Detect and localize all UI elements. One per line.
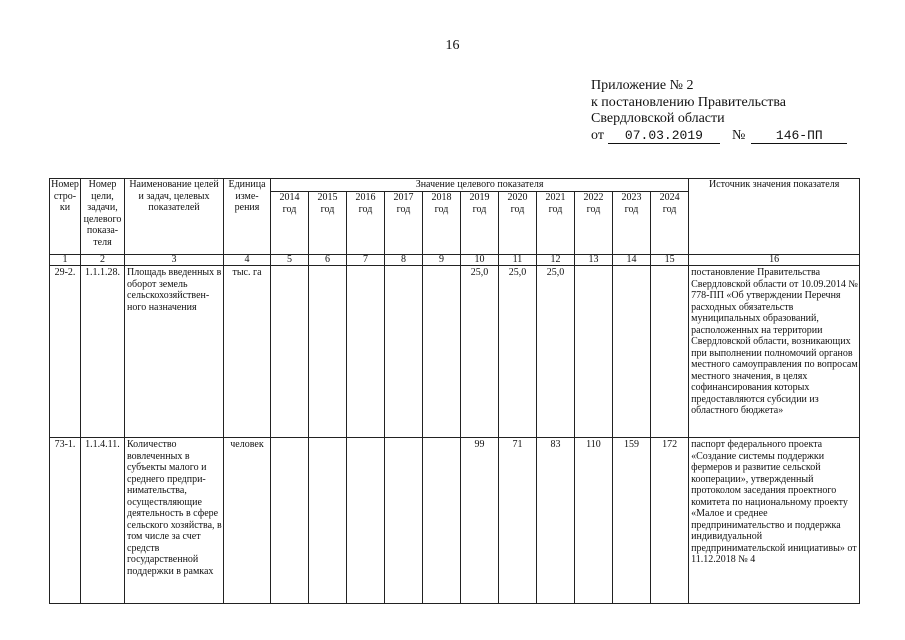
appendix-title: Приложение № 2 [591, 78, 694, 93]
header-row-no: Номер стро-ки [50, 179, 81, 255]
header-year: 2023 год [613, 192, 651, 255]
header-year: 2015 год [309, 192, 347, 255]
table-row [50, 266, 860, 438]
value-cell [271, 438, 309, 604]
value-cell: 25,0 [537, 266, 575, 438]
value-cell [651, 266, 689, 438]
value-cell: 25,0 [461, 266, 499, 438]
header-year: 2024 год [651, 192, 689, 255]
value-cell [575, 266, 613, 438]
value-cell: 25,0 [499, 266, 537, 438]
appendix-date-line [591, 128, 847, 145]
goal-number: 1.1.4.11. [81, 438, 125, 604]
column-number: 15 [651, 255, 689, 266]
column-number: 8 [385, 255, 423, 266]
number-prefix: № [731, 127, 746, 143]
header-year: 2016 год [347, 192, 385, 255]
source-cell: паспорт федерального проекта «Создание системы поддержки фермеров и развитие сельской кооперации», утвержденный протоколом заседания проектного комитета по национальному проекту «Малое и среднее предпринимательство и поддержка индивидуальной предпринимательской инициативы» от 11.12.2018 № 4 [689, 438, 860, 604]
column-number: 9 [423, 255, 461, 266]
table-row [50, 438, 860, 604]
value-cell: 159 [613, 438, 651, 604]
source-cell: постановление Правительства Свердловской области от 10.09.2014 № 778-ПП «Об утверждении Перечня расходных обязательств муниципальных образований, расположенных на территории Свердловской области, возникающих при выполнении полномочий органов местного самоуправления по вопросам местного значения, в целях софинансирования которых предоставляются субсидии из областного бюджета» [689, 266, 860, 438]
column-number: 14 [613, 255, 651, 266]
column-number: 13 [575, 255, 613, 266]
indicator-name: Площадь введенных в оборот земель сельскохозяйствен-ного назначения [125, 266, 224, 438]
column-number: 6 [309, 255, 347, 266]
unit-cell: человек [224, 438, 271, 604]
value-cell: 172 [651, 438, 689, 604]
value-cell: 110 [575, 438, 613, 604]
indicator-name: Количество вовлеченных в субъекты малого и среднего предпри-нимательства, осуществляющие деятельность в сфере сельского хозяйства, в том числе за счет средств государственной поддержки в рамках [125, 438, 224, 604]
value-cell [385, 438, 423, 604]
column-number: 16 [689, 255, 860, 266]
column-number: 4 [224, 255, 271, 266]
column-number: 10 [461, 255, 499, 266]
value-cell [613, 266, 651, 438]
appendix-resolution-line: к постановлению Правительства [591, 94, 787, 110]
column-number-row [50, 255, 860, 266]
value-cell: 99 [461, 438, 499, 604]
header-name: Наименование целей и задач, целевых показателей [125, 179, 224, 255]
header-unit: Единица изме-рения [224, 179, 271, 255]
value-cell: 83 [537, 438, 575, 604]
value-cell [385, 266, 423, 438]
unit-cell: тыс. га [224, 266, 271, 438]
header-year: 2022 год [575, 192, 613, 255]
value-cell [423, 266, 461, 438]
resolution-number: 146-ПП [751, 128, 847, 144]
header-year: 2020 год [499, 192, 537, 255]
appendix-region-line: Свердловской области [591, 111, 725, 126]
goal-number: 1.1.1.28. [81, 266, 125, 438]
header-year: 2017 год [385, 192, 423, 255]
header-year: 2021 год [537, 192, 575, 255]
page-number: 16 [445, 38, 460, 53]
header-year: 2014 год [271, 192, 309, 255]
column-number: 12 [537, 255, 575, 266]
header-goal-no: Номер цели, задачи, целевого показа-теля [81, 179, 125, 255]
value-cell: 71 [499, 438, 537, 604]
header-row-top [50, 179, 860, 192]
date-prefix: от [591, 127, 604, 143]
appendix-header [591, 78, 847, 144]
value-cell [271, 266, 309, 438]
header-year: 2018 год [423, 192, 461, 255]
header-source: Источник значения показателя [689, 179, 860, 255]
value-cell [347, 266, 385, 438]
value-cell [423, 438, 461, 604]
column-number: 7 [347, 255, 385, 266]
header-year: 2019 год [461, 192, 499, 255]
value-cell [309, 266, 347, 438]
row-number: 73-1. [50, 438, 81, 604]
column-number: 5 [271, 255, 309, 266]
column-number: 2 [81, 255, 125, 266]
row-number: 29-2. [50, 266, 81, 438]
header-value-group: Значение целевого показателя [271, 179, 689, 192]
value-cell [309, 438, 347, 604]
column-number: 11 [499, 255, 537, 266]
column-number: 3 [125, 255, 224, 266]
column-number: 1 [50, 255, 81, 266]
value-cell [347, 438, 385, 604]
indicators-table [49, 178, 860, 604]
resolution-date: 07.03.2019 [608, 128, 720, 144]
